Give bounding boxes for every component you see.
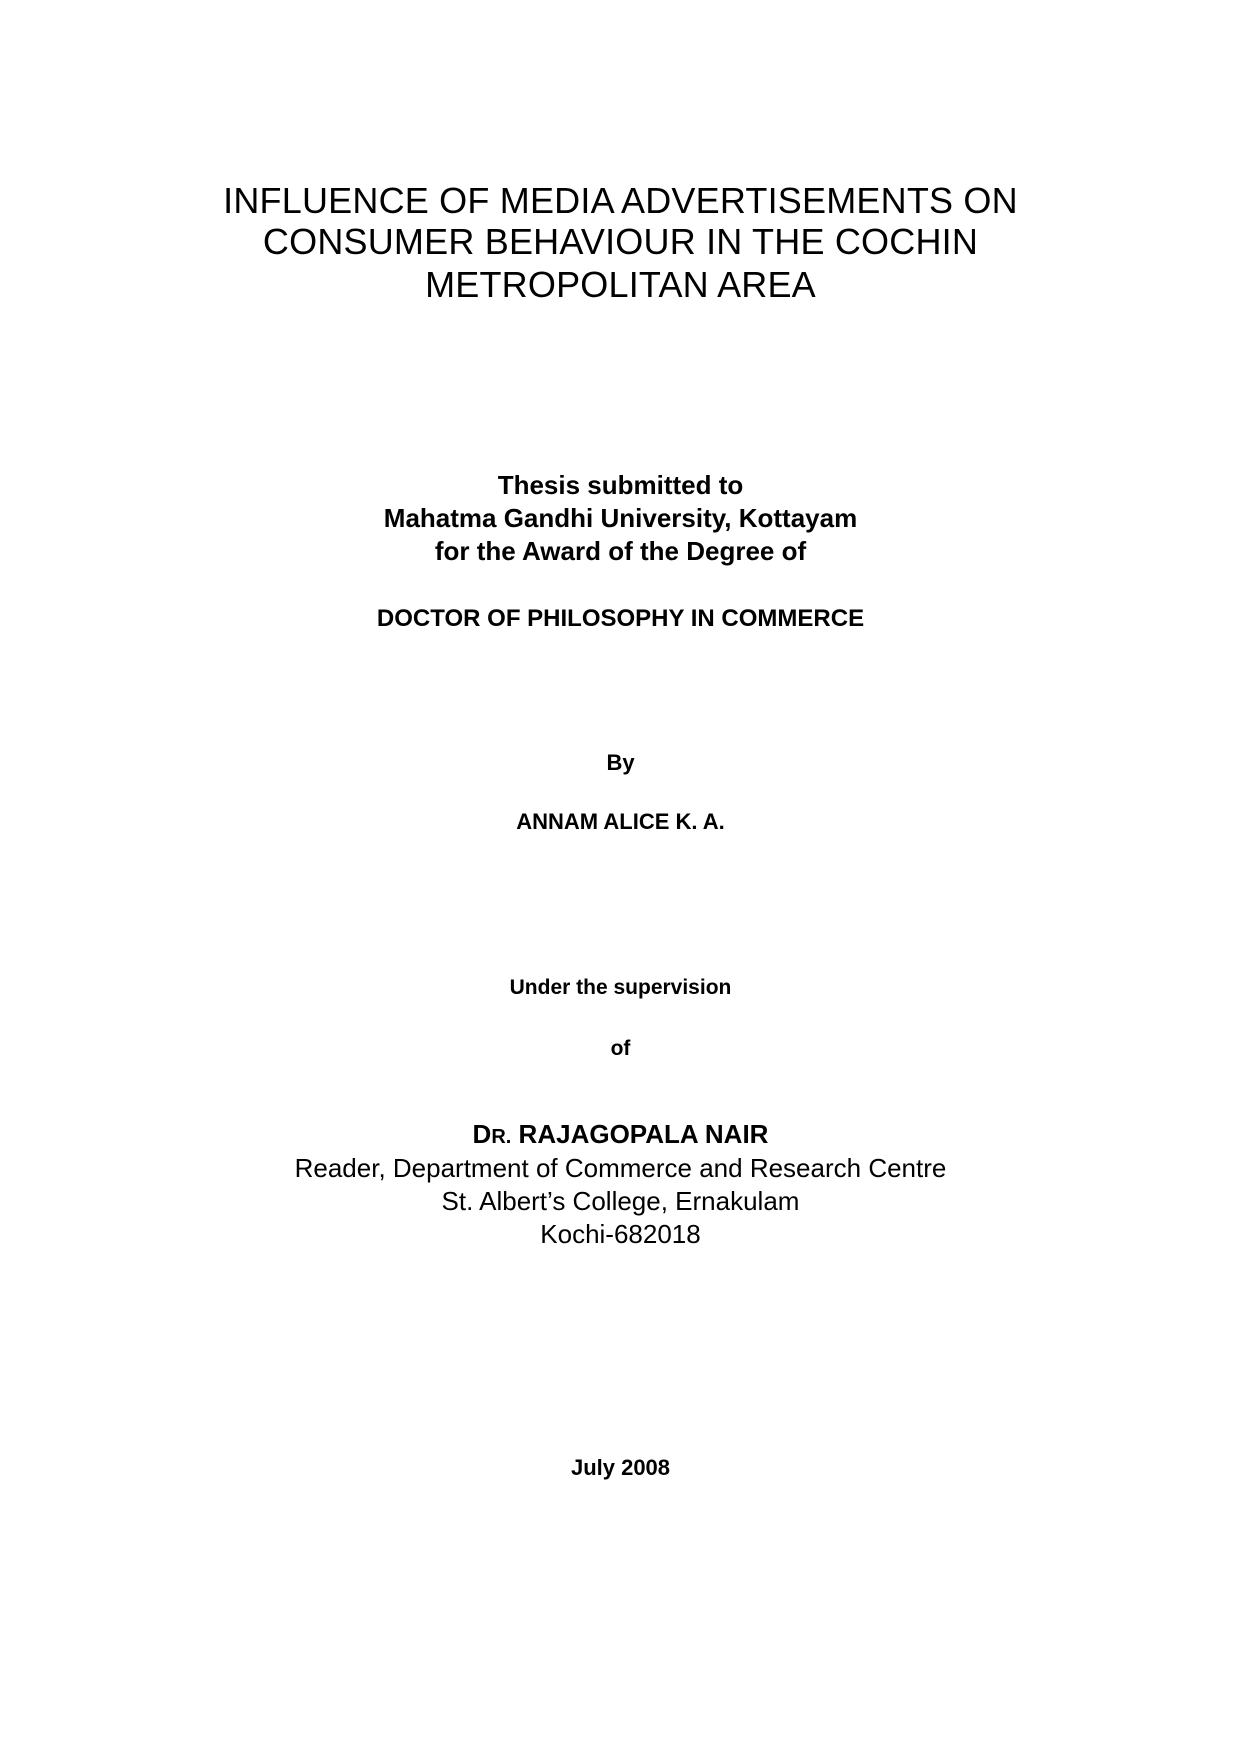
supervisor-affiliation-line-2: St. Albert’s College, Ernakulam [441, 1186, 800, 1216]
submission-date: July 2008 [570, 1455, 671, 1480]
supervisor-affiliation-line-3: Kochi-682018 [540, 1219, 701, 1249]
title-line-2: CONSUMER BEHAVIOUR IN THE COCHIN [262, 221, 979, 262]
submission-line-2: Mahatma Gandhi University, Kottayam [383, 503, 858, 533]
supervisor-affiliation-line-1: Reader, Department of Commerce and Research Centre [294, 1153, 947, 1183]
author-name: ANNAM ALICE K. A. [516, 809, 725, 834]
supervisor-title-rest: R. [491, 1126, 512, 1148]
supervisor-name [0, 1121, 1241, 1147]
title-line-1: INFLUENCE OF MEDIA ADVERTISEMENTS ON [223, 180, 1018, 221]
submission-line-3: for the Award of the Degree of [434, 536, 807, 566]
title-line-3: METROPOLITAN AREA [425, 264, 816, 305]
supervisor-title-initial: D [472, 1119, 492, 1149]
of-label: of [610, 1037, 631, 1060]
supervisor-name-text: RAJAGOPALA NAIR [511, 1119, 769, 1149]
submission-line-1: Thesis submitted to [497, 470, 744, 500]
by-label: By [606, 750, 635, 775]
supervision-label: Under the supervision [509, 976, 732, 999]
degree-name: DOCTOR OF PHILOSOPHY IN COMMERCE [376, 605, 865, 632]
